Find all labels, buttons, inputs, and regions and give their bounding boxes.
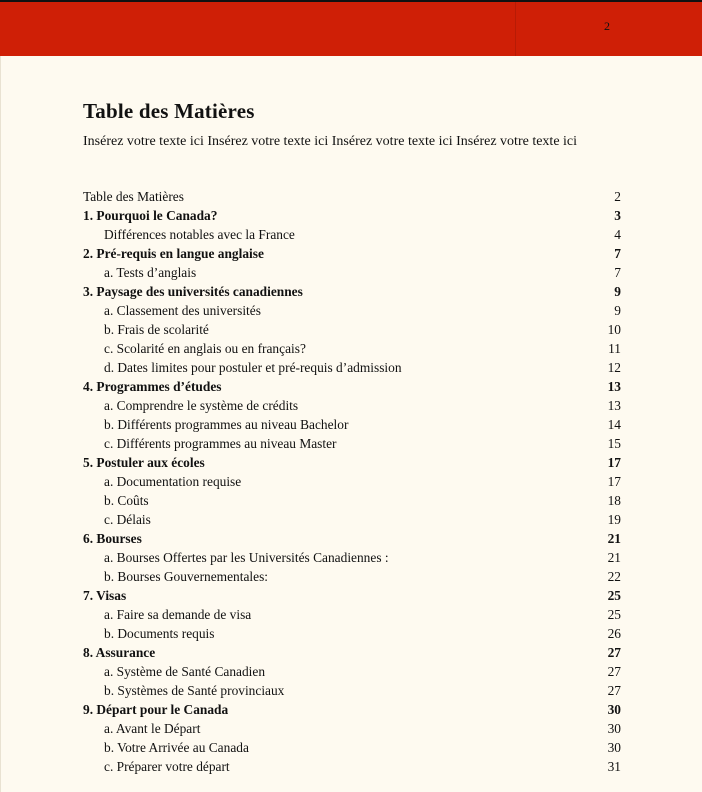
toc-entry[interactable] (83, 282, 621, 301)
toc-entry-label: b. Frais de scolarité (104, 322, 209, 337)
toc-entry-page: 31 (607, 759, 621, 774)
intro-text: Insérez votre texte ici Insérez votre texte ici Insérez votre texte ici Insérez votre texte ici (83, 134, 578, 149)
toc-entry[interactable] (83, 206, 621, 225)
toc-entry-page: 21 (607, 550, 621, 565)
toc-subentry[interactable] (83, 624, 621, 643)
toc-subentry[interactable] (83, 396, 621, 415)
toc-entry-page: 13 (607, 398, 621, 413)
toc-entry-label: 1. Pourquoi le Canada? (83, 208, 218, 223)
toc-subentry[interactable] (83, 301, 621, 320)
toc-subentry[interactable] (83, 225, 621, 244)
header-divider (515, 2, 516, 56)
toc-subentry[interactable] (83, 757, 621, 776)
toc-entry-label: Table des Matières (83, 189, 184, 204)
toc-entry-page: 7 (614, 246, 621, 261)
toc-entry-page: 13 (607, 379, 621, 394)
page-edge (0, 56, 1, 792)
toc-entry[interactable] (83, 244, 621, 263)
toc-entry-label: 3. Paysage des universités canadiennes (83, 284, 303, 299)
toc-entry-page: 14 (607, 417, 621, 432)
toc-entry-label: a. Classement des universités (104, 303, 261, 318)
toc-entry-label: d. Dates limites pour postuler et pré-requis d’admission (104, 360, 402, 375)
toc-subentry[interactable] (83, 415, 621, 434)
toc-entry-page: 3 (614, 208, 621, 223)
toc-entry-page: 21 (607, 531, 621, 546)
toc-entry-page: 27 (607, 645, 621, 660)
toc-subentry[interactable] (83, 491, 621, 510)
toc-subentry[interactable] (83, 548, 621, 567)
toc-entry-label: a. Système de Santé Canadien (104, 664, 266, 679)
toc-entry-page: 4 (614, 227, 621, 242)
toc-entry-page: 26 (607, 626, 621, 641)
toc-entry-page: 30 (607, 740, 621, 755)
toc-subentry[interactable] (83, 738, 621, 757)
toc-entry-page: 22 (607, 569, 621, 584)
toc-entry[interactable] (83, 586, 621, 605)
toc-entry-page: 30 (607, 702, 621, 717)
toc-entry-page: 9 (614, 303, 621, 318)
toc-entry-page: 19 (607, 512, 621, 527)
toc-entry-label: b. Systèmes de Santé provinciaux (104, 683, 285, 698)
toc-entry-page: 12 (607, 360, 621, 375)
toc-entry-page: 25 (607, 588, 621, 603)
toc-entry-page: 11 (608, 341, 621, 356)
toc-subentry[interactable] (83, 662, 621, 681)
toc-entry-page: 15 (607, 436, 621, 451)
toc-subentry[interactable] (83, 339, 621, 358)
toc-entry-label: c. Délais (104, 512, 151, 527)
toc-entry-label: c. Préparer votre départ (104, 759, 230, 774)
toc-entry-label: a. Bourses Offertes par les Universités Canadiennes : (104, 550, 389, 565)
toc-entry-label: 8. Assurance (83, 645, 156, 660)
toc-entry[interactable] (83, 187, 621, 206)
toc-entry-label: 2. Pré-requis en langue anglaise (83, 246, 264, 261)
toc-entry[interactable] (83, 529, 621, 548)
toc-entry-label: 7. Visas (83, 588, 127, 603)
header-band (0, 0, 702, 56)
toc-entry-page: 2 (614, 189, 621, 204)
toc-entry-label: b. Différents programmes au niveau Bachelor (104, 417, 349, 432)
toc-subentry[interactable] (83, 510, 621, 529)
toc-entry-label: a. Avant le Départ (104, 721, 201, 736)
toc-entry-label: b. Coûts (104, 493, 149, 508)
page-title: Table des Matières (83, 99, 255, 123)
toc-entry[interactable] (83, 453, 621, 472)
toc-entry-page: 27 (607, 664, 621, 679)
toc-entry[interactable] (83, 377, 621, 396)
toc-entry-label: 6. Bourses (83, 531, 142, 546)
toc-entry-label: b. Votre Arrivée au Canada (104, 740, 249, 755)
toc-subentry[interactable] (83, 719, 621, 738)
toc-entry-label: Différences notables avec la France (104, 227, 295, 242)
toc-entry-page: 18 (607, 493, 621, 508)
toc-entry-label: 9. Départ pour le Canada (83, 702, 229, 717)
toc-subentry[interactable] (83, 320, 621, 339)
table-of-contents (83, 187, 621, 776)
toc-entry-page: 10 (607, 322, 621, 337)
page-number: 2 (604, 19, 610, 33)
toc-subentry[interactable] (83, 358, 621, 377)
toc-subentry[interactable] (83, 434, 621, 453)
toc-entry-label: a. Documentation requise (104, 474, 242, 489)
toc-entry-page: 7 (614, 265, 621, 280)
toc-subentry[interactable] (83, 567, 621, 586)
toc-subentry[interactable] (83, 605, 621, 624)
toc-entry-label: a. Faire sa demande de visa (104, 607, 252, 622)
toc-entry-label: b. Documents requis (104, 626, 215, 641)
toc-entry-label: a. Comprendre le système de crédits (104, 398, 299, 413)
toc-entry[interactable] (83, 700, 621, 719)
toc-entry-label: 5. Postuler aux écoles (83, 455, 205, 470)
toc-entry-page: 27 (607, 683, 621, 698)
toc-entry[interactable] (83, 643, 621, 662)
toc-entry-label: c. Scolarité en anglais ou en français? (104, 341, 306, 356)
toc-entry-page: 25 (607, 607, 621, 622)
toc-entry-page: 9 (614, 284, 621, 299)
toc-entry-label: c. Différents programmes au niveau Master (104, 436, 337, 451)
toc-subentry[interactable] (83, 263, 621, 282)
toc-entry-page: 17 (607, 474, 621, 489)
toc-entry-page: 17 (607, 455, 621, 470)
toc-entry-page: 30 (607, 721, 621, 736)
toc-subentry[interactable] (83, 681, 621, 700)
toc-entry-label: 4. Programmes d’études (83, 379, 222, 394)
toc-entry-label: b. Bourses Gouvernementales: (104, 569, 268, 584)
toc-entry-label: a. Tests d’anglais (104, 265, 197, 280)
toc-subentry[interactable] (83, 472, 621, 491)
